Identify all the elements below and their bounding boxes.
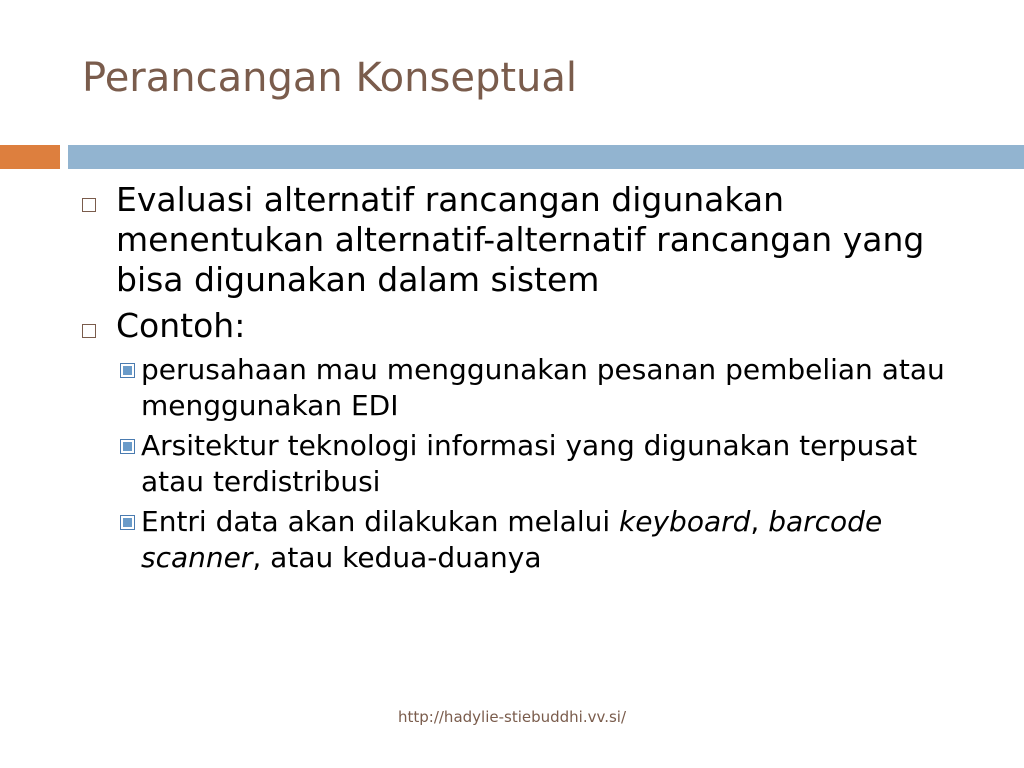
italic-term-keyboard: keyboard	[619, 505, 751, 538]
sub-bullet-item	[120, 504, 982, 576]
bullet-item	[82, 180, 982, 300]
sub-bullet-item	[120, 428, 982, 500]
filled-square-bullet-icon	[120, 363, 135, 378]
sub-bullet-text	[141, 504, 982, 576]
filled-square-bullet-icon	[120, 515, 135, 530]
sub-bullet-text-part: ,	[750, 505, 769, 538]
bullet-text: Contoh:	[116, 306, 246, 345]
sub-bullet-text-part: , atau kedua-duanya	[252, 541, 542, 574]
italic-term-barcode-scanner: barcode scanner	[141, 505, 883, 574]
filled-square-bullet-icon	[120, 439, 135, 454]
bullet-text: Evaluasi alternatif rancangan digunakan menentukan alternatif-alternatif rancangan yang bisa digunakan dalam sistem	[116, 180, 925, 299]
slide-title: Perancangan Konseptual	[82, 55, 577, 101]
slide-content	[82, 180, 982, 580]
sub-bullet-item	[120, 352, 982, 424]
hollow-square-icon	[82, 324, 96, 338]
sub-bullet-list	[120, 352, 982, 576]
accent-bar-orange	[0, 145, 60, 169]
sub-bullet-text-part: Entri data akan dilakukan melalui	[141, 505, 620, 538]
sub-bullet-text: Arsitektur teknologi informasi yang digunakan terpusat atau terdistribusi	[141, 429, 918, 498]
bullet-item	[82, 306, 982, 346]
sub-bullet-text: perusahaan mau menggunakan pesanan pembelian atau menggunakan EDI	[141, 353, 945, 422]
accent-bar-blue	[68, 145, 1024, 169]
hollow-square-icon	[82, 198, 96, 212]
footer-url: http://hadylie-stiebuddhi.vv.si/	[397, 708, 627, 726]
